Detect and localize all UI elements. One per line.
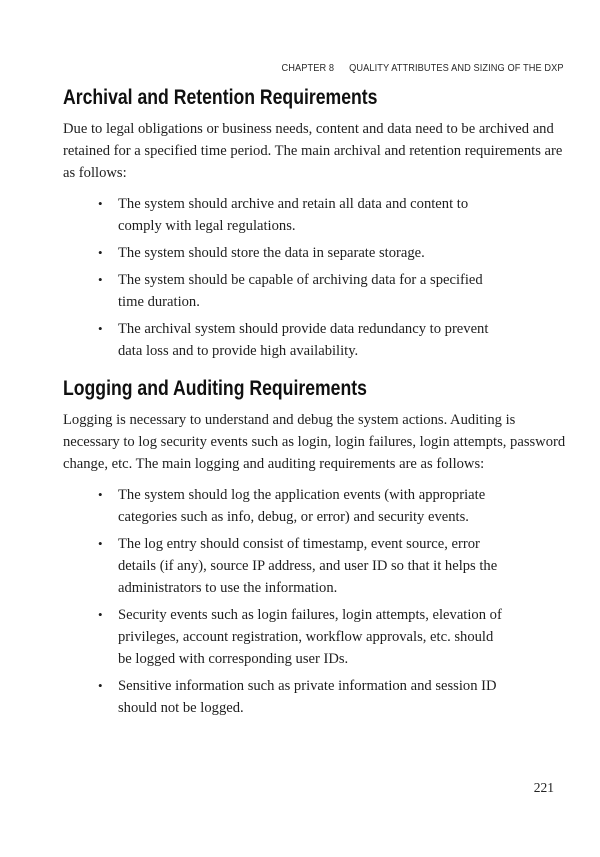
list-item (63, 242, 568, 264)
bullet-icon: • (98, 272, 103, 287)
list-item (63, 269, 568, 313)
bullet-list-logging (63, 484, 568, 719)
bullet-icon: • (98, 607, 103, 622)
list-item-text: Sensitive information such as private information and session ID should not be logged. (118, 678, 497, 716)
list-item-text: The system should archive and retain all data and content to comply with legal regulations. (118, 196, 469, 234)
list-item-text: The system should log the application events (with appropriate categories such as info, debug, or error) and security events. (118, 487, 486, 525)
list-item-text: Security events such as login failures, login attempts, elevation of privileges, account registration, workflow approvals, etc. should be logged with corresponding user IDs. (118, 607, 502, 667)
list-item (63, 675, 568, 719)
list-item-text: The log entry should consist of timestamp, event source, error details (if any), source IP address, and user ID so that it helps the administrators to use the information. (118, 536, 498, 596)
list-item (63, 604, 568, 670)
section-heading-logging: Logging and Auditing Requirements (63, 376, 367, 400)
page-content (63, 85, 568, 728)
list-item (63, 533, 568, 599)
bullet-icon: • (98, 487, 103, 502)
page-number: 221 (533, 780, 554, 795)
bullet-icon: • (98, 245, 103, 260)
list-item-text: The archival system should provide data redundancy to prevent data loss and to provide high availability. (118, 321, 489, 359)
section-intro-archival: Due to legal obligations or business needs, content and data need to be archived and retained for a specified time period. The main archival and retention requirements are as follows: (63, 121, 563, 181)
section-logging-auditing (63, 376, 568, 719)
list-item (63, 193, 568, 237)
section-archival-retention (63, 85, 568, 362)
list-item-text: The system should store the data in separate storage. (118, 245, 425, 261)
section-heading-archival: Archival and Retention Requirements (63, 85, 378, 109)
bullet-icon: • (98, 678, 103, 693)
section-intro-logging: Logging is necessary to understand and debug the system actions. Auditing is necessary to log security events such as login, login failures, login attempts, password change, etc. The main logging and auditing requirements are as follows: (63, 412, 566, 472)
list-item-text: The system should be capable of archiving data for a specified time duration. (118, 272, 483, 310)
chapter-label: CHAPTER 8 (281, 62, 335, 74)
bullet-icon: • (98, 536, 103, 551)
chapter-title: QUALITY ATTRIBUTES AND SIZING OF THE DXP (349, 62, 564, 74)
list-item (63, 318, 568, 362)
bullet-icon: • (98, 321, 103, 336)
list-item (63, 484, 568, 528)
bullet-icon: • (98, 196, 103, 211)
bullet-list-archival (63, 193, 568, 362)
running-header (282, 62, 564, 74)
